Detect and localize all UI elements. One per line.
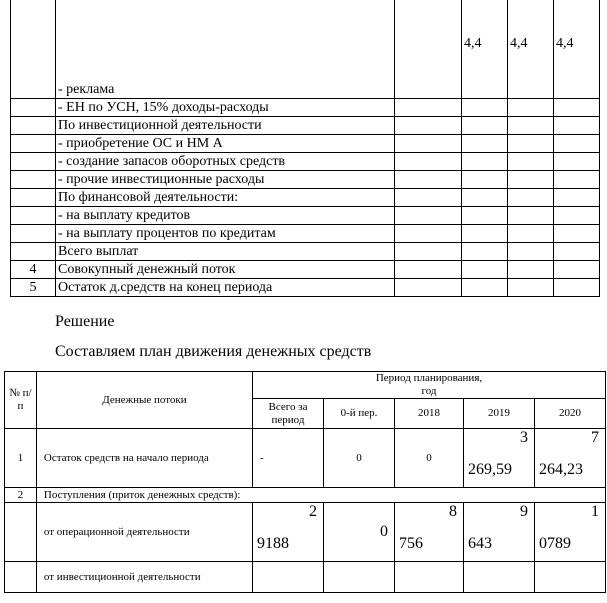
row-number (5, 562, 37, 593)
value-cell (508, 189, 554, 207)
period-header: Период планирования, (253, 372, 606, 386)
row-number (11, 243, 56, 261)
row-label: - на выплату процентов по кредитам (56, 225, 395, 243)
row-label: Остаток д.средств на конец периода (56, 279, 395, 297)
value-cell (462, 261, 508, 279)
value-cell (462, 117, 508, 135)
value-cell (554, 261, 600, 279)
row-label: - реклама (56, 0, 395, 99)
row-label: Всего выплат (56, 243, 395, 261)
expense-table (10, 0, 600, 297)
value-part: 9188 (257, 535, 289, 552)
total-cell (253, 503, 324, 562)
value-part: 269,59 (467, 461, 512, 478)
row-number: 5 (11, 279, 56, 297)
row-label: Поступления (приток денежных средств): (36, 488, 605, 503)
row-number (11, 99, 56, 117)
value-cell (462, 243, 508, 261)
year-2019-header: 2019 (463, 399, 534, 429)
y2020-cell (534, 562, 605, 593)
value-cell (462, 189, 508, 207)
value-cell (508, 117, 554, 135)
blank-cell (395, 99, 462, 117)
value-part: 9 (519, 503, 528, 520)
y2018-cell: 0 (395, 429, 464, 488)
table-row (5, 503, 606, 562)
y2018-cell (395, 562, 464, 593)
row-label: - ЕН по УСН, 15% доходы-расходы (56, 99, 395, 117)
year-header: год (253, 385, 606, 399)
blank-cell (395, 135, 462, 153)
table-row (11, 153, 600, 171)
blank-cell (395, 117, 462, 135)
value-cell (508, 153, 554, 171)
value-cell (462, 279, 508, 297)
value-part: 7 (591, 429, 599, 446)
value-cell (554, 207, 600, 225)
zero-cell (324, 562, 395, 593)
blank-cell (395, 207, 462, 225)
value-cell (554, 117, 600, 135)
value-cell (462, 135, 508, 153)
value-cell (508, 171, 554, 189)
y2018-cell (395, 503, 464, 562)
solution-heading: Решение (55, 313, 115, 330)
table-row (11, 189, 600, 207)
blank-cell (395, 279, 462, 297)
header-row (5, 372, 606, 386)
y2019-cell (463, 562, 534, 593)
total-cell (253, 562, 324, 593)
row-number (11, 225, 56, 243)
y2019-cell (463, 503, 534, 562)
value-part: 756 (399, 535, 423, 552)
zero-period-header: 0-й пер. (324, 399, 395, 429)
value-cell (554, 189, 600, 207)
value-cell: 4,4 (462, 0, 508, 99)
value-cell (508, 279, 554, 297)
blank-cell (395, 225, 462, 243)
value-cell (508, 135, 554, 153)
row-number (11, 117, 56, 135)
value-cell (554, 279, 600, 297)
value-cell (462, 225, 508, 243)
row-label: от операционной деятельности (36, 503, 252, 562)
value-cell (462, 207, 508, 225)
table-row (11, 135, 600, 153)
value-cell (554, 153, 600, 171)
value-cell (554, 243, 600, 261)
table-row (11, 171, 600, 189)
value-cell (508, 225, 554, 243)
row-number (5, 503, 37, 562)
table-row (11, 99, 600, 117)
row-label: Остаток средств на начало периода (36, 429, 252, 488)
row-number: 4 (11, 261, 56, 279)
value-cell: 4,4 (554, 0, 600, 99)
table-row (11, 279, 600, 297)
cash-flow-table (4, 371, 606, 593)
blank-cell (395, 153, 462, 171)
row-label: По инвестиционной деятельности (56, 117, 395, 135)
row-number (11, 0, 56, 99)
blank-cell (395, 171, 462, 189)
row-number (11, 207, 56, 225)
value-cell (554, 135, 600, 153)
table-row (5, 562, 606, 593)
flows-header: Денежные потоки (36, 372, 252, 429)
value-cell (508, 243, 554, 261)
table-row (5, 488, 606, 503)
value-part: 643 (467, 535, 492, 552)
y2020-cell (534, 429, 605, 488)
table-row (11, 225, 600, 243)
value-cell (554, 171, 600, 189)
value-cell (508, 99, 554, 117)
value-cell (508, 207, 554, 225)
zero-cell: 0 (324, 503, 395, 562)
row-number (11, 189, 56, 207)
row-number (11, 171, 56, 189)
value-part: 0789 (538, 535, 571, 552)
table-row (11, 117, 600, 135)
row-label: Совокупный денежный поток (56, 261, 395, 279)
row-label: от инвестиционной деятельности (36, 562, 252, 593)
table-row (11, 261, 600, 279)
value-cell (462, 171, 508, 189)
value-cell: 4,4 (508, 0, 554, 99)
value-part: 1 (591, 503, 599, 520)
value-cell (508, 261, 554, 279)
row-label: По финансовой деятельности: (56, 189, 395, 207)
plan-heading: Составляем план движения денежных средств (55, 343, 372, 360)
y2019-cell (463, 429, 534, 488)
value-part: 3 (519, 429, 528, 446)
row-number (11, 153, 56, 171)
zero-cell: 0 (324, 429, 395, 488)
row-label: - прочие инвестиционные расходы (56, 171, 395, 189)
y2020-cell (534, 503, 605, 562)
value-part: 8 (448, 503, 457, 520)
table-row (11, 243, 600, 261)
blank-cell (395, 243, 462, 261)
value-part: 2 (309, 503, 317, 520)
row-number: 2 (5, 488, 37, 503)
total-header: Всего за период (253, 399, 324, 429)
value-part: 264,23 (538, 461, 583, 478)
value-cell (462, 99, 508, 117)
blank-cell (395, 261, 462, 279)
value-cell (554, 225, 600, 243)
row-label: - создание запасов оборотных средств (56, 153, 395, 171)
table-row (11, 0, 600, 99)
blank-cell (395, 189, 462, 207)
blank-cell (395, 0, 462, 99)
value-cell (554, 99, 600, 117)
row-number (11, 135, 56, 153)
num-header: № п/п (5, 372, 37, 429)
total-cell: - (253, 429, 324, 488)
row-number: 1 (5, 429, 37, 488)
table-row (11, 207, 600, 225)
value-cell (462, 153, 508, 171)
row-label: - на выплату кредитов (56, 207, 395, 225)
year-2018-header: 2018 (395, 399, 464, 429)
year-2020-header: 2020 (534, 399, 605, 429)
table-row (5, 429, 606, 488)
row-label: - приобретение ОС и НМ А (56, 135, 395, 153)
